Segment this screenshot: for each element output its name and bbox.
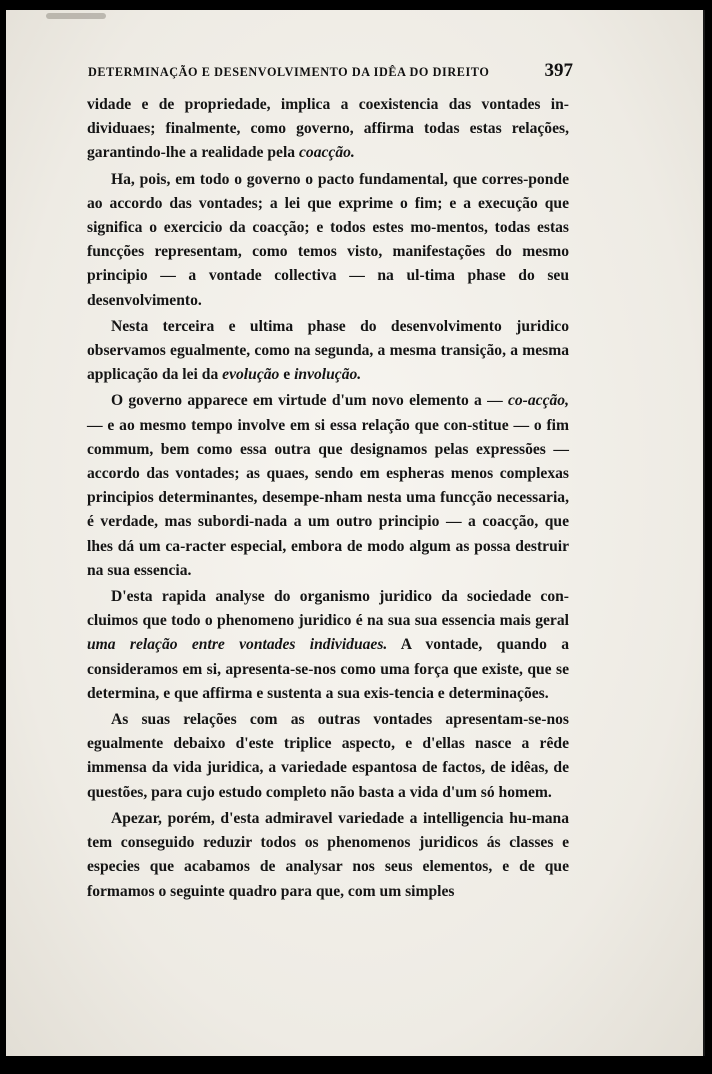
text-segment: As suas relações com as outras vontades apresentam-se-nos egualmente debaixo d'este triplice aspecto, e d'ellas nasce a rêde immensa da vida juridica, a variedade espantosa de factos, de idêas, de questões, para cujo estudo completo não basta a vida d'um só homem. [87, 711, 569, 801]
paragraph [87, 807, 569, 904]
text-segment: — e ao mesmo tempo involve em si essa relação que con-stitue — o fim commum, bem como essa outra que designamos pelas expressões — accordo das vontades; as quaes, sendo em espheras menos complexas principios determinantes, desempe-nham nesta uma funcção necessaria, é verdade, mas subordi-nada a um outro principio — a coacção, que lhes dá um ca-racter especial, embora de modo algum as possa destruir na sua essencia. [87, 416, 569, 579]
text-segment: vidade e de propriedade, implica a coexistencia das vontades in-dividuaes; finalmente, como governo, affirma todas estas relações, garantindo-lhe a realidade pela [87, 96, 569, 162]
text-segment: O governo apparece em virtude d'um novo elemento a — [111, 392, 508, 410]
italic-segment: uma relação entre vontades individuaes. [87, 636, 388, 654]
text-segment: Apezar, porém, d'esta admiravel variedade a intelligencia hu-mana tem conseguido reduzir todos os phenomenos juridicos ás classes e especies que acabamos de analysar nos seus elementos, e de que formamos o seguinte quadro para que, com um simples [87, 809, 569, 900]
paragraph [87, 708, 569, 805]
paragraph [87, 585, 569, 706]
paragraph [87, 168, 569, 313]
italic-segment: involução. [294, 366, 362, 384]
text-segment: e [279, 366, 295, 384]
text-segment: A vontade, quando a consideramos em si, apresenta-se-nos como uma força que existe, que se determina, e que affirma e sustenta a sua exis-tencia e determinações. [87, 636, 569, 702]
page-number: 397 [544, 60, 573, 81]
text-segment: Nesta terceira e ultima phase do desenvolvimento juridico observamos egualmente, como na segunda, a mesma transição, a mesma applicação da lei da [87, 317, 569, 384]
italic-segment: evolução [222, 366, 280, 384]
italic-segment: coacção. [298, 144, 355, 162]
page-header [88, 60, 573, 82]
italic-segment: co-acção, [507, 392, 569, 410]
paragraph [87, 93, 569, 166]
text-segment: Ha, pois, em todo o governo o pacto fundamental, que corres-ponde ao accordo das vontades; a lei que exprime o fim; e a execução que significa o exercicio da coacção; e todos estes mo-mentos, todas estas funcções representam, como temos visto, manifestações do mesmo principio — a vontade collectiva — na ul-tima phase do seu desenvolvimento. [87, 170, 569, 309]
paragraph [87, 315, 569, 388]
page-body [87, 93, 569, 904]
running-title: DETERMINAÇÃO E DESENVOLVIMENTO DA IDÊA DO DIREITO [88, 65, 490, 79]
paragraph [87, 389, 569, 583]
page-edge-mark [46, 13, 106, 19]
text-segment: D'esta rapida analyse do organismo juridico da sociedade con-cluimos que todo o phenomeno juridico é na sua sua essencia mais geral [87, 588, 569, 630]
